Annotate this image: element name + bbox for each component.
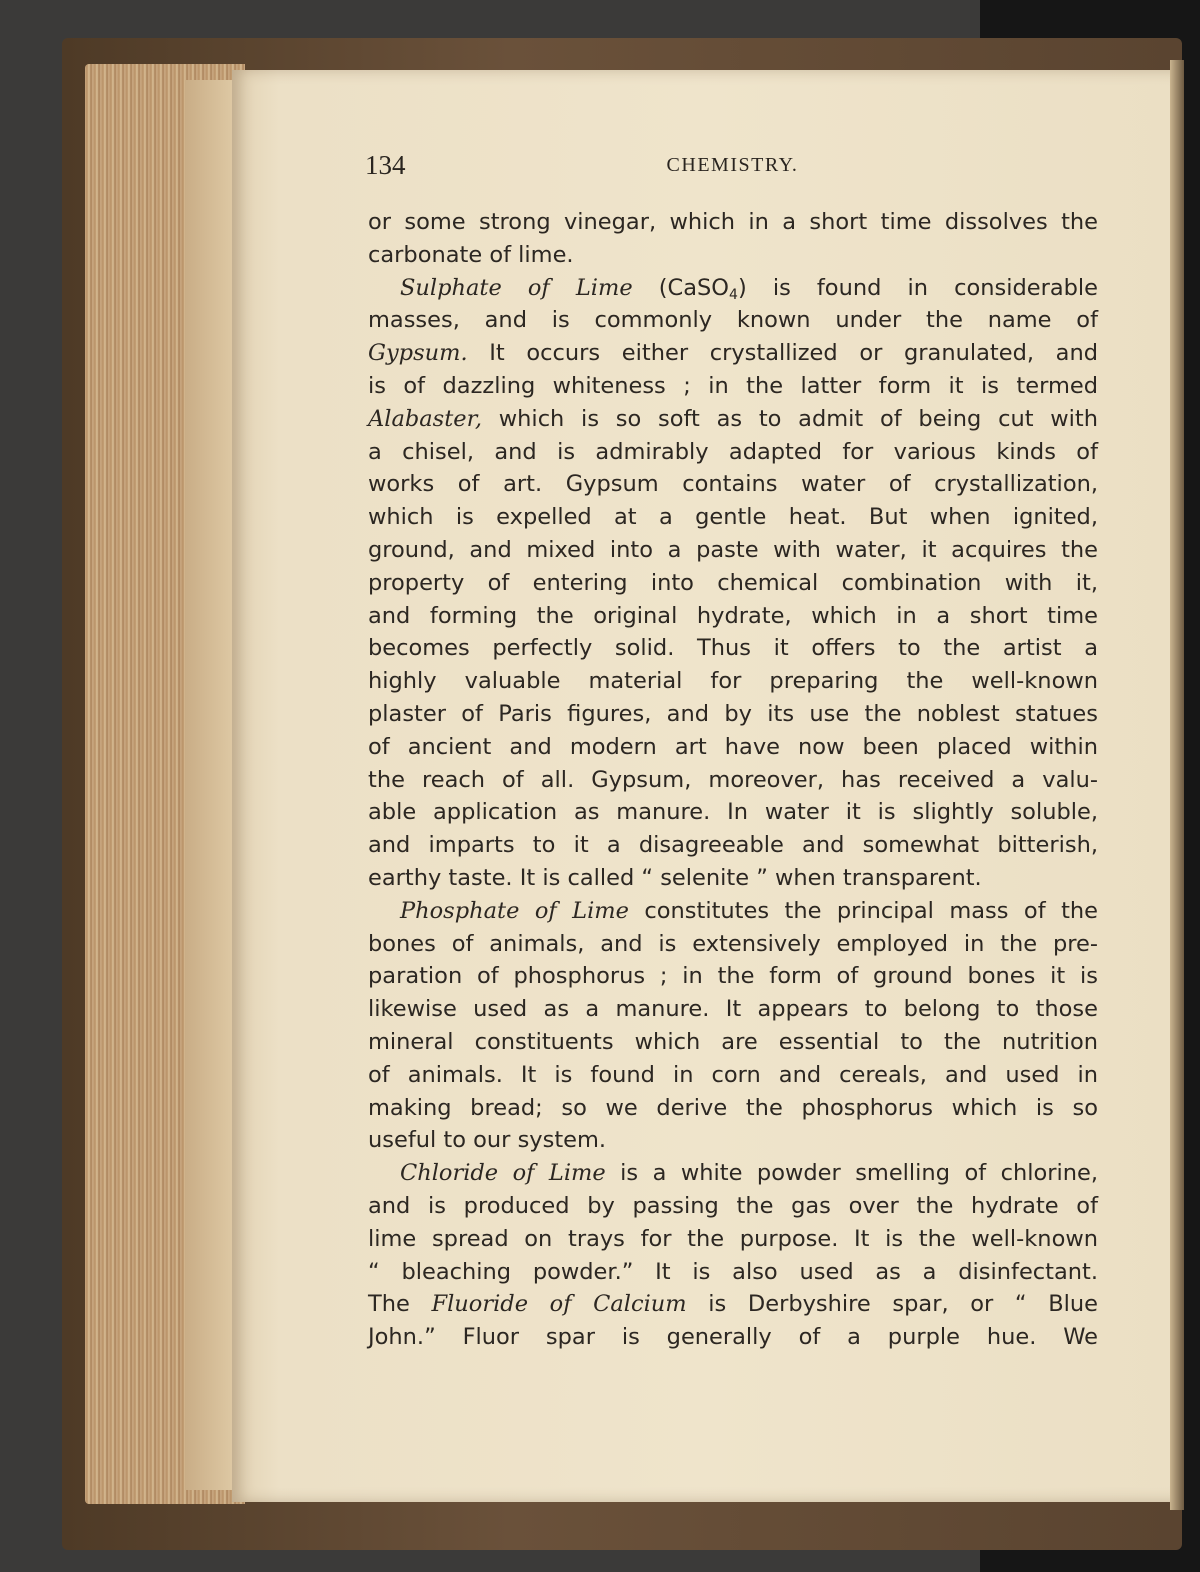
italic-term: Chloride of Lime	[400, 1160, 606, 1187]
text-run: useful to our system.	[368, 1127, 607, 1154]
text-run: becomes perfectly solid. Thus it offers to the artist a	[368, 635, 1098, 662]
italic-term: Gypsum.	[368, 340, 468, 367]
text-line	[368, 796, 1098, 829]
text-line	[368, 501, 1098, 534]
text-run: which is so soft as to admit of being cut with	[482, 405, 1098, 432]
text-line	[368, 1288, 1098, 1321]
text-run: is a white powder smelling of chlorine,	[605, 1160, 1098, 1187]
text-run: bones of animals, and is extensively employed in the pre-	[368, 930, 1098, 957]
text-line	[368, 960, 1098, 993]
text-run: earthy taste. It is called “ selenite ” when transparent.	[368, 864, 982, 891]
text-run: ) is found in considerable	[737, 274, 1099, 301]
text-run: of animals. It is found in corn and cereals, and used in	[368, 1061, 1098, 1088]
text-line	[368, 731, 1098, 764]
text-line	[368, 829, 1098, 862]
text-line	[368, 567, 1098, 600]
text-run: plaster of Paris figures, and by its use the noblest statues	[368, 700, 1098, 727]
text-line	[368, 1223, 1098, 1256]
text-run: is Derbyshire spar, or “ Blue	[686, 1291, 1098, 1318]
text-line	[368, 928, 1098, 961]
page-number: 134	[365, 150, 406, 180]
running-title: CHEMISTRY.	[666, 154, 799, 176]
text-run: of ancient and modern art have now been placed within	[368, 733, 1098, 760]
text-run: The	[368, 1291, 432, 1318]
text-run: able application as manure. In water it is slightly soluble,	[368, 799, 1098, 826]
body-text	[368, 206, 1098, 1354]
text-run: property of entering into chemical combination with it,	[368, 569, 1098, 596]
text-line	[368, 436, 1098, 469]
text-line	[368, 764, 1098, 797]
text-run: which is expelled at a gentle heat. But when ignited,	[368, 504, 1098, 531]
text-run: masses, and is commonly known under the name of	[368, 307, 1098, 334]
text-run: constitutes the principal mass of the	[628, 897, 1098, 924]
text-run: or some strong vinegar, which in a short time dissolves the	[368, 209, 1098, 235]
text-run: likewise used as a manure. It appears to belong to those	[368, 996, 1098, 1023]
text-line	[368, 1256, 1098, 1289]
text-line	[368, 403, 1098, 436]
text-run: ground, and mixed into a paste with water, it acquires the	[368, 536, 1098, 563]
text-line	[368, 1059, 1098, 1092]
text-run: works of art. Gypsum contains water of crystallization,	[368, 471, 1098, 498]
text-line	[368, 272, 1098, 305]
text-line	[368, 370, 1098, 403]
text-line	[368, 206, 1098, 239]
text-line	[368, 600, 1098, 633]
text-line	[368, 534, 1098, 567]
text-line	[368, 1124, 1098, 1157]
text-line	[368, 632, 1098, 665]
text-line	[368, 304, 1098, 337]
text-run: and forming the original hydrate, which in a short time	[368, 602, 1098, 629]
text-line	[368, 1190, 1098, 1223]
text-run: and imparts to it a disagreeable and somewhat bitterish,	[368, 832, 1098, 859]
text-line	[368, 993, 1098, 1026]
text-line	[368, 1026, 1098, 1059]
text-line	[368, 665, 1098, 698]
text-run: lime spread on trays for the purpose. It is the well-known	[368, 1225, 1098, 1252]
text-run: highly valuable material for preparing the well-known	[368, 668, 1098, 695]
text-run: paration of phosphorus ; in the form of ground bones it is	[368, 963, 1098, 990]
text-run: John.” Fluor spar is generally of a purple hue. We	[368, 1324, 1098, 1351]
text-line	[368, 1092, 1098, 1125]
italic-term: Phosphate of Lime	[400, 897, 629, 924]
text-run: (CaSO	[632, 274, 730, 301]
text-line	[368, 862, 1098, 895]
text-run: mineral constituents which are essential to the nutrition	[368, 1028, 1098, 1055]
text-line	[368, 1321, 1098, 1354]
running-head	[365, 150, 1100, 190]
book-gutter	[1170, 60, 1184, 1510]
text-run: is of dazzling whiteness ; in the latter form it is termed	[368, 372, 1098, 399]
text-run: making bread; so we derive the phosphorus which is so	[368, 1094, 1098, 1121]
text-line	[368, 468, 1098, 501]
text-run: and is produced by passing the gas over the hydrate of	[368, 1192, 1098, 1219]
subscript: 4	[729, 286, 738, 303]
italic-term: Alabaster,	[368, 405, 483, 432]
text-run: “ bleaching powder.” It is also used as a disinfectant.	[368, 1258, 1098, 1285]
text-line	[368, 337, 1098, 370]
text-line	[368, 239, 1098, 272]
text-line	[368, 895, 1098, 928]
text-run: a chisel, and is admirably adapted for various kinds of	[368, 438, 1098, 465]
italic-term: Fluoride of Calcium	[431, 1291, 687, 1318]
text-run: the reach of all. Gypsum, moreover, has received a valu-	[368, 766, 1098, 793]
italic-term: Sulphate of Lime	[400, 274, 633, 301]
text-run: carbonate of lime.	[368, 241, 574, 268]
text-line	[368, 698, 1098, 731]
text-run: It occurs either crystallized or granulated, and	[467, 340, 1098, 367]
text-line	[368, 1157, 1098, 1190]
